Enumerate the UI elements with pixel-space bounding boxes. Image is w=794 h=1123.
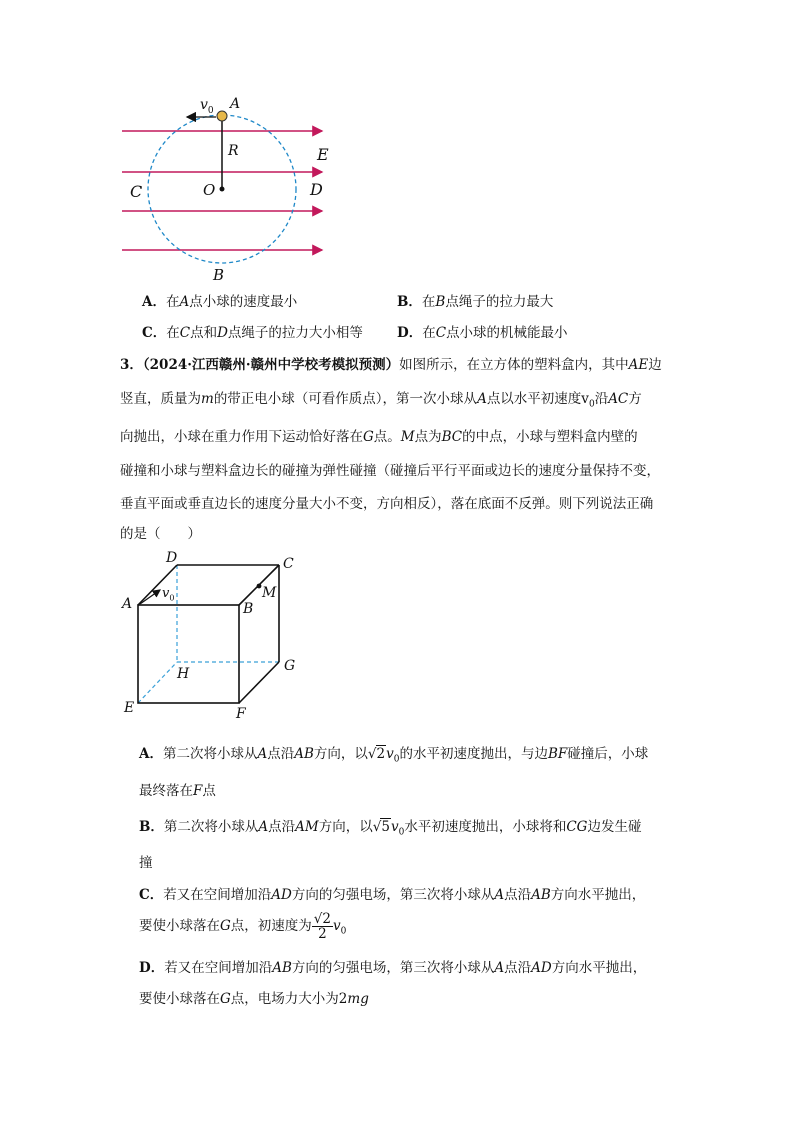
figure-circle-field xyxy=(0,0,794,300)
question-3-line-6: 的是（ ） xyxy=(120,526,201,542)
cube-label-C: C xyxy=(283,556,294,572)
option-q3-b-line-1: B．第二次将小球从A点沿AM方向，以$√5v_0$水平初速度抛出，小球将和CG边发生碰 xyxy=(139,819,642,838)
option-q3-c-line-1: C．若又在空间增加沿AD方向的匀强电场，第三次将小球从A点沿AB方向水平抛出， xyxy=(139,887,646,903)
option-q3-d-line-2: 要使小球落在G点，电场力大小为2mg xyxy=(139,991,369,1007)
ball xyxy=(217,111,227,121)
option-q3-d-line-1: D．若又在空间增加沿AB方向的匀强电场，第三次将小球从A点沿AD方向水平抛出， xyxy=(139,960,647,976)
cube-label-E: E xyxy=(124,700,135,716)
cube-label-G: G xyxy=(284,658,296,674)
center-point xyxy=(220,187,225,192)
label-E: E xyxy=(317,145,329,164)
question-3-line-3: 向抛出，小球在重力作用下运动恰好落在G点。M点为BC的中点，小球与塑料盒内壁的 xyxy=(120,429,638,445)
label-B: B xyxy=(213,266,225,284)
option-q3-a-line-2: 最终落在F点 xyxy=(139,783,216,799)
cube-label-H: H xyxy=(177,666,190,682)
cube-label-D: D xyxy=(166,550,178,566)
label-D: D xyxy=(310,180,323,199)
option-q2-d: D．在C点小球的机械能最小 xyxy=(397,325,568,341)
label-C: C xyxy=(130,182,143,201)
label-A: A xyxy=(230,96,241,112)
option-q2-c: C．在C点和D点绳子的拉力大小相等 xyxy=(142,325,363,341)
option-q2-a: A．在A点小球的速度最小 xyxy=(142,294,298,310)
label-R: R xyxy=(228,143,239,159)
cube-label-F: F xyxy=(236,706,246,722)
figure-cube xyxy=(0,550,794,750)
question-3-line-1: 3．（2024·江西赣州·赣州中学校考模拟预测）如图所示，在立方体的塑料盒内，其中AE边 xyxy=(120,357,662,373)
cube-label-A: A xyxy=(122,596,133,612)
label-O: O xyxy=(203,181,216,199)
edge-EH xyxy=(138,662,177,703)
label-v0: $v_0$ xyxy=(200,97,214,116)
option-q3-c-line-2: 要使小球落在G点，初速度为 $\frac{√2}{2}$ $v_0$ xyxy=(139,911,347,942)
cube-label-v0: $v_0$ xyxy=(162,586,175,603)
question-3-line-5: 垂直平面或垂直边长的速度分量大小不变，方向相反），落在底面不反弹。则下列说法正确 xyxy=(120,496,654,512)
option-q2-b: B．在B点绳子的拉力最大 xyxy=(397,294,554,310)
option-q3-b-line-2: 撞 xyxy=(139,855,153,871)
question-3-line-2: 竖直，质量为m的带正电小球（可看作质点），第一次小球从A点以水平初速度$v_0$沿AC方 xyxy=(120,391,642,410)
question-3-line-4: 碰撞和小球与塑料盒边长的碰撞为弹性碰撞（碰撞后平行平面或边长的速度分量保持不变， xyxy=(120,463,660,479)
option-q3-a-line-1: A．第二次将小球从A点沿AB方向，以$√2v_0$的水平初速度抛出，与边BF碰撞后，小球 xyxy=(139,746,649,765)
cube-label-M: M xyxy=(262,585,277,601)
fraction-root2-over-2: $\frac{√2}{2}$ xyxy=(313,911,331,942)
front-face xyxy=(138,605,239,703)
point-M xyxy=(257,584,262,589)
edge-FG xyxy=(239,662,279,703)
cube-label-B: B xyxy=(243,601,254,617)
